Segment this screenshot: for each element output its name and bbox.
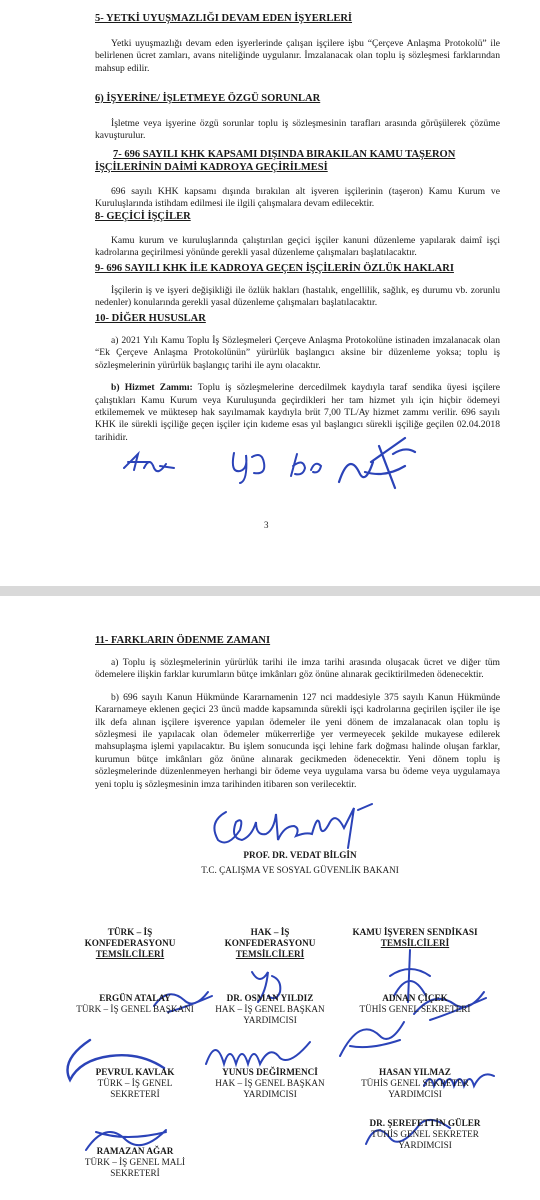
rep-yunus-degirmenci: YUNUS DEĞİRMENCİ HAK – İŞ GENEL BAŞKAN YARDIMCISI: [215, 1067, 325, 1100]
signature-scribble-icon: [330, 1016, 410, 1066]
section-6-text: İşletme veya işyerine özgü sorunlar toplu iş sözleşmesinin tarafları arasında görüşülerek çözüme kavuşturulur.: [95, 118, 500, 142]
rep-pevrul-kavlak: PEVRUL KAVLAK TÜRK – İŞ GENEL SEKRETERİ: [95, 1067, 175, 1100]
signature-scribble-icon: [335, 432, 425, 492]
kamu-isveren-header: KAMU İŞVEREN SENDİKASI TEMSİLCİLERİ: [352, 927, 478, 949]
signature-scribble-icon: [285, 450, 330, 480]
section-6: [95, 92, 500, 143]
section-10: [95, 312, 500, 444]
section-5-title: 5- YETKİ UYUŞMAZLIĞI DEVAM EDEN İŞYERLERİ: [95, 13, 353, 24]
section-10-title: 10- DİĞER HUSUSLAR: [95, 313, 206, 324]
minister-block: [170, 850, 430, 876]
section-10-text-a: a) 2021 Yılı Kamu Toplu İş Sözleşmeleri Çerçeve Anlaşma Protokolüne istinaden imzalanacak olan “Ek Çerçeve Anlaşma Protokolünün” yürürlük başlangıcı aksine bir düzenleme yoksa; toplu iş sözleşmelerinin yürürlük başlangıç tarihi ile aynı olacaktır.: [95, 335, 500, 371]
turk-is-header: TÜRK – İŞ KONFEDERASYONU TEMSİLCİLERİ: [84, 927, 176, 960]
rep-hasan-yilmaz: HASAN YILMAZ TÜHİS GENEL SEKRETER YARDIMCISI: [361, 1067, 469, 1100]
section-8-text: Kamu kurum ve kuruluşlarında çalıştırılan geçici işçiler kanuni düzenleme yapılarak daimî işçi kadrolarına geçirilmesi yönünde gerekli yasal düzenleme çalışmaları başlatılacaktır.: [95, 235, 500, 259]
section-5-text: Yetki uyuşmazlığı devam eden işyerlerinde çalışan işçilere işbu “Çerçeve Anlaşma Protokolü” ile belirlenen ücret zamları, avans niteliğinde uygulanır. İmzalanacak olan toplu iş sözleşmesi farklarından mahsup edilir.: [95, 38, 500, 74]
minister-title: T.C. ÇALIŞMA VE SOSYAL GÜVENLİK BAKANI: [201, 865, 399, 876]
section-7-text: 696 sayılı KHK kapsamı dışında bırakılan alt işveren işçilerinin (taşeron) Kamu Kurum ve Kuruluşlarında istihdam edilmesi ile ilgili çalışmalara devam edilecektir.: [95, 186, 500, 210]
section-9: [95, 262, 500, 310]
section-9-title: 9- 696 SAYILI KHK İLE KADROYA GEÇEN İŞÇİLERİN ÖZLÜK HAKLARI: [95, 263, 454, 274]
section-11-title: 11- FARKLARIN ÖDENME ZAMANI: [95, 635, 271, 646]
section-11-text-a: a) Toplu iş sözleşmelerinin yürürlük tarihi ile imza tarihi arasında oluşacak ücret ve diğer tüm ödemelere ilişkin farklar kurumların bütçe imkânları göz önüne alınarak geciktirilmeden ödenecektir.: [95, 657, 500, 681]
section-8: [95, 210, 500, 260]
page-number: 3: [264, 520, 269, 530]
section-7: [95, 148, 500, 211]
rep-serefettin-guler: DR. ŞEREFETTİN GÜLER TÜHİS GENEL SEKRETER YARDIMCISI: [369, 1118, 481, 1151]
rep-osman-yildiz: DR. OSMAN YILDIZ HAK – İŞ GENEL BAŞKAN YARDIMCISI: [215, 993, 325, 1026]
section-9-text: İşçilerin iş ve işyeri değişikliği ile özlük hakları (hastalık, engellilik, sağlık, eş durumu vb. zorunlu nedenler) konularında gerekli yasal düzenleme çalışmaları başlatılacaktır.: [95, 285, 500, 309]
section-8-title: 8- GEÇİCİ İŞÇİLER: [95, 211, 191, 222]
minister-name: PROF. DR. VEDAT BİLGİN: [243, 850, 357, 860]
rep-ramazan-agar: RAMAZAN AĞAR TÜRK – İŞ GENEL MALİ SEKRETERİ: [84, 1146, 186, 1179]
section-6-title: 6) İŞYERİNE/ İŞLETMEYE ÖZGÜ SORUNLAR: [95, 93, 321, 104]
section-7-title: 7- 696 SAYILI KHK KAPSAMI DIŞINDA BIRAKILAN KAMU TAŞERON İŞÇİLERİNİN DAİMİ KADROYA GEÇİRİLMESİ: [95, 149, 456, 173]
signature-scribble-icon: [120, 448, 180, 478]
hizmet-zammi-text: Toplu iş sözleşmelerine dercedilmek kaydıyla taraf sendika üyesi işçilere çalıştıkları Kamu Kurum veya Kuruluşunda geçirdikleri her tam hizmet yılı için hiçbir ödemeyi etkilememek ve müktesep hak sayılmamak kaydıyla brüt 7,00 TL/Ay hizmet zammı verilir. 696 sayılı KHK ile sürekli işçiliğe geçen işçiler için kıdeme esas yıl başlangıcı sürekli işçiliğe geçilen 02.04.2018 tarihidir.: [95, 382, 500, 443]
signature-scribble-icon: [228, 445, 278, 485]
minister-signature-icon: [208, 800, 398, 852]
document-page-4: [0, 596, 540, 1200]
section-5: [95, 12, 500, 75]
rep-ergun-atalay: ERGÜN ATALAY TÜRK – İŞ GENEL BAŞKANI: [76, 993, 194, 1015]
rep-adnan-cicek: ADNAN ÇİÇEK TÜHİS GENEL SEKRETERİ: [359, 993, 471, 1015]
section-11-text-b: b) 696 sayılı Kanun Hükmünde Kararnamenin 127 nci maddesiyle 375 sayılı Kanun Hükmünde Kararnameye eklenen geçici 23 üncü madde kapsamında sürekli işçi kadrolarına geçirilen işçiler ile işe ilk defa alınan işçilere işverence yapılan ödemeler ile yeni dönem de imzalanacak olan toplu iş sözleşmesi ile yapılacak olan ödemeler mükerrerliğe yer vermeyecek şekilde mukayese edilerek mahsuplaşma işlemi yapılacaktır. Bu işlem sonucunda işçi lehine fark doğması halinde oluşan farklar, kurumun bütçe imkânları göz önüne alınarak gecikmeden ödenecektir. Yeni dönem toplu iş sözleşmelerinde düzenlenmeyen herhangi bir ödeme veya uygulama varsa bu ödeme veya uygulamaya yeni toplu iş sözleşmesinin imza tarihinden itibaren son verilecektir.: [95, 691, 500, 790]
document-page-3: [0, 0, 540, 586]
section-10-text-b: [95, 382, 500, 444]
hizmet-zammi-label: b) Hizmet Zammı:: [111, 382, 193, 394]
hak-is-header: HAK – İŞ KONFEDERASYONU TEMSİLCİLERİ: [224, 927, 316, 960]
section-11: [95, 634, 500, 791]
